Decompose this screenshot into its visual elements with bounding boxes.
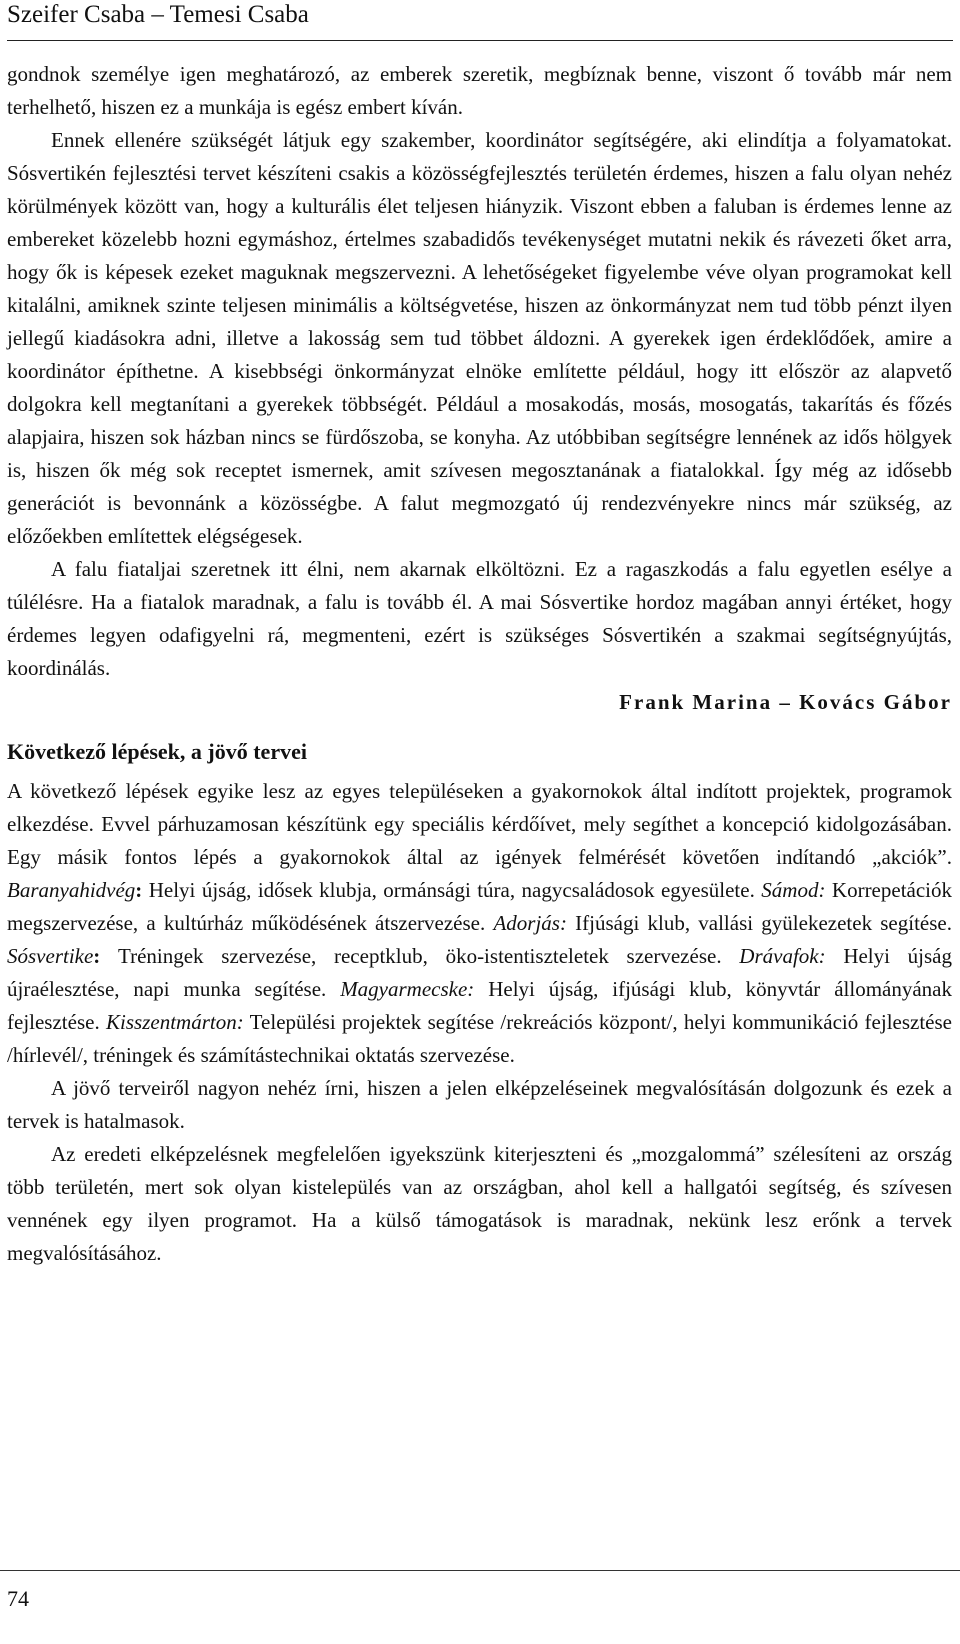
paragraph-6: Az eredeti elképzelésnek megfelelően igyekszünk kiterjeszteni és „mozgalommá” szélesíteni az ország több területén, mert sok olyan kistelepülés van az országban, ahol kell a hallgatói segítség, és szívesen vennének egy ilyen programot. Ha a külső támogatások is maradnak, nekünk lesz erőnk a tervek megvalósításához.	[7, 1142, 952, 1265]
paragraph-4	[7, 775, 952, 1072]
running-header	[7, 0, 953, 41]
village-name: Baranyahidvég	[7, 878, 136, 902]
running-head-title: Szeifer Csaba – Temesi Csaba	[7, 1, 309, 28]
village-separator	[567, 911, 575, 935]
footer-divider	[0, 1570, 960, 1571]
paragraph-2: Ennek ellenére szükségét látjuk egy szakember, koordinátor segítségére, aki elindítja a folyamatokat. Sósvertikén fejlesztési tervet készíteni csakis a közösségfejlesztés területén érdemes, hiszen a falu olyan nehéz körülmények között van, hogy a kulturális élet teljesen hiányzik. Viszont ebben a faluban is érdemes lenne az embereket közelebb hozni egymáshoz, értelmes szabadidős tevékenységet mutatni nekik és rávezeti őket arra, hogy ők is képesek ezeket maguknak megszervezni. A lehetőségeket figyelembe véve olyan programokat kell kitalálni, amiknek szinte teljesen minimális a költségvetése, hiszen az önkormányzat nem tud több pénzt ilyen jellegű kiadásokra adni, illetve a lakosság sem tud többet áldozni. A gyerekek igen érdeklődőek, amire a koordinátor építhetne. A kisebbségi önkormányzat elnöke említette például, hogy itt először az alapvető dolgokra kell megtanítani a gyerekek többségét. Például a mosakodás, mosás, mosogatás, takarítás és főzés alapjaira, hiszen sok házban nincs se fürdőszoba, se konyha. Az utóbbiban segítségre lennének az idős hölgyek is, hiszen ők még sok receptet ismernek, amit szívesen megosztanának a fiatalokkal. Így még az idősebb generációt is bevonnánk a közösségbe. A falut megmozgató új rendezvényekre nincs már szükség, az előzőekben említettek elégségesek.	[7, 128, 952, 548]
village-text: Települési projektek segítése /rekreációs központ/, helyi kommunikáció fejlesztése /hírlevél/, tréningek és számítástechnikai oktatás szervezése.	[7, 1010, 953, 1067]
section-heading: Következő lépések, a jövő tervei	[7, 739, 307, 764]
village-text: Tréningek szervezése, receptklub, öko-istentiszteletek szervezése.	[118, 944, 740, 968]
village-text: Helyi újság, idősek klubja, ormánsági túra, nagycsaládosok egyesülete.	[148, 878, 762, 902]
page-body	[7, 58, 952, 1270]
village-name: Sámod:	[761, 878, 826, 902]
village-text: Ifjúsági klub, vallási gyülekezetek segítése.	[575, 911, 952, 935]
author-signature: Frank Marina – Kovács Gábor	[619, 690, 952, 714]
village-name: Drávafok:	[739, 944, 826, 968]
village-name: Sósvertike	[7, 944, 94, 968]
page-number: 74	[7, 1586, 29, 1611]
village-text: Helyi újság újraélesztése, napi munka segítése.	[7, 944, 953, 1001]
village-separator	[826, 944, 844, 968]
village-separator	[474, 977, 488, 1001]
village-text: Korrepetációk megszervezése, a kultúrház működésének átszervezése.	[7, 878, 953, 935]
village-name: Magyarmecske:	[340, 977, 475, 1001]
village-separator: :	[93, 944, 118, 968]
paragraph-5: A jövő terveiről nagyon nehéz írni, hiszen a jelen elképzeléseinek megvalósításán dolgozunk és ezek a tervek is hatalmasok.	[7, 1076, 952, 1133]
paragraph-4-intro: A következő lépések egyike lesz az egyes településeken a gyakornokok által indított projektek, programok elkezdése. Evvel párhuzamosan készítünk egy speciális kérdőívet, mely segíthet a koncepció kidolgozásában. Egy másik fontos lépés a gyakornokok által az igények felmérését követően indítandó „akciók”.	[7, 779, 952, 869]
paragraph-3: A falu fiataljai szeretnek itt élni, nem akarnak elköltözni. Ez a ragaszkodás a falu egyetlen esélye a túlélésre. Ha a fiatalok maradnak, a falu is tovább él. A mai Sósvertike hordoz magában annyi értéket, hogy érdemes legyen odafigyelni rá, megmenteni, ezért is szükséges Sósvertikén a szakmai segítségnyújtás, koordinálás.	[7, 557, 952, 680]
village-name: Adorjás:	[493, 911, 567, 935]
village-name: Kisszentmárton:	[106, 1010, 244, 1034]
paragraph-1: gondnok személye igen meghatározó, az emberek szeretik, megbíznak benne, viszont ő tovább már nem terhelhető, hiszen ez a munkája is egész embert kíván.	[7, 62, 952, 119]
village-text: Helyi újság, ifjúsági klub, könyvtár állományának fejlesztése.	[7, 977, 953, 1034]
village-separator: :	[135, 878, 149, 902]
